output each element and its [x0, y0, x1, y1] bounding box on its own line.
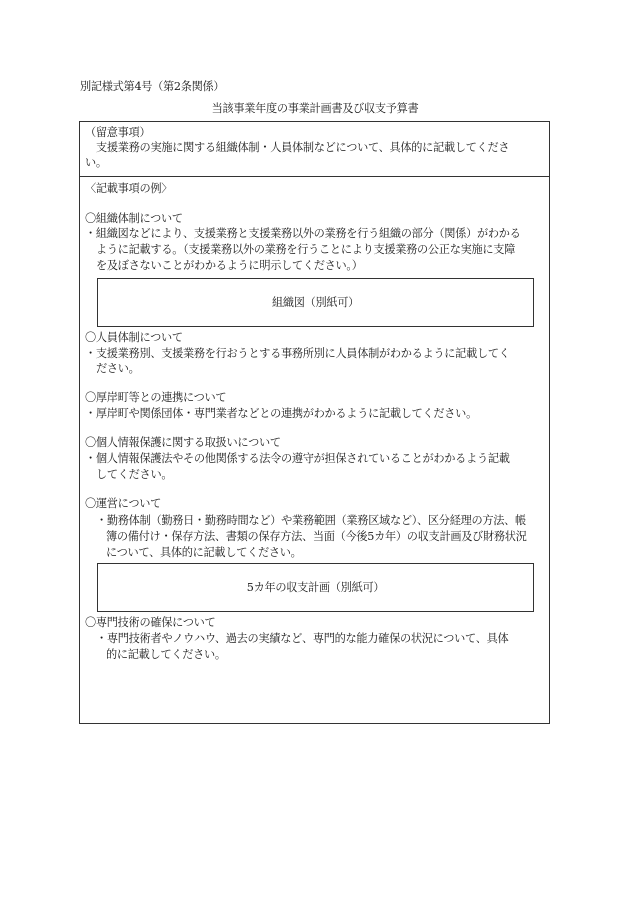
privacy-heading: 〇個人情報保護に関する取扱いについて	[85, 436, 281, 449]
section-divider	[80, 176, 549, 177]
notes-heading: （留意事項）	[85, 126, 151, 139]
form-frame	[79, 121, 550, 724]
organization-text-line: を及ぼさないことがわかるように明示してください。）	[96, 259, 363, 272]
budget-plan-box	[97, 563, 534, 612]
examples-heading: 〈記載事項の例〉	[85, 182, 173, 195]
budget-plan-box-label: 5カ年の収支計画（別紙可）	[246, 580, 385, 594]
expertise-text-line: 的に記載してください。	[106, 648, 226, 661]
operation-text-line: ・勤務体制（勤務日・勤務時間など）や業務範囲（業務区域など）、区分経理の方法、帳	[96, 514, 526, 527]
cooperation-heading: 〇厚岸町等との連携について	[85, 391, 227, 404]
org-chart-box-label: 組織図（別紙可）	[271, 295, 360, 309]
organization-heading: 〇組織体制について	[85, 212, 183, 225]
notes-text-line: い。	[85, 156, 107, 169]
cooperation-text-line: ・厚岸町や関係団体・専門業者などとの連携がわかるように記載してください。	[85, 407, 477, 420]
operation-heading: 〇運営について	[85, 497, 161, 510]
form-number-label: 別記様式第4号（第2条関係）	[80, 80, 225, 93]
personnel-heading: 〇人員体制について	[85, 331, 183, 344]
notes-text-line: 支援業務の実施に関する組織体制・人員体制などについて、具体的に記載してくださ	[96, 141, 510, 154]
organization-text-line: ように記載する。（支援業務以外の業務を行うことにより支援業務の公正な実施に支障	[96, 243, 516, 256]
personnel-text-line: ・支援業務別、支援業務を行おうとする事務所別に人員体制がわかるように記載してく	[85, 347, 510, 360]
personnel-text-line: ださい。	[96, 362, 140, 375]
privacy-text-line: ・個人情報保護法やその他関係する法令の遵守が担保されていることがわかるよう記載	[85, 452, 510, 465]
organization-text-line: ・組織図などにより、支援業務と支援業務以外の業務を行う組織の部分（関係）がわかる	[85, 227, 521, 240]
operation-text-line: 簿の備付け・保存方法、書類の保存方法、当面（今後5カ年）の収支計画及び財務状況	[106, 530, 527, 543]
document-title: 当該事業年度の事業計画書及び収支予算書	[211, 102, 419, 115]
expertise-heading: 〇専門技術の確保について	[85, 616, 216, 629]
privacy-text-line: してください。	[96, 468, 173, 481]
operation-text-line: について、具体的に記載してください。	[106, 546, 302, 559]
org-chart-box	[97, 278, 534, 327]
expertise-text-line: ・専門技術者やノウハウ、過去の実績など、専門的な能力確保の状況について、具体	[96, 632, 509, 645]
